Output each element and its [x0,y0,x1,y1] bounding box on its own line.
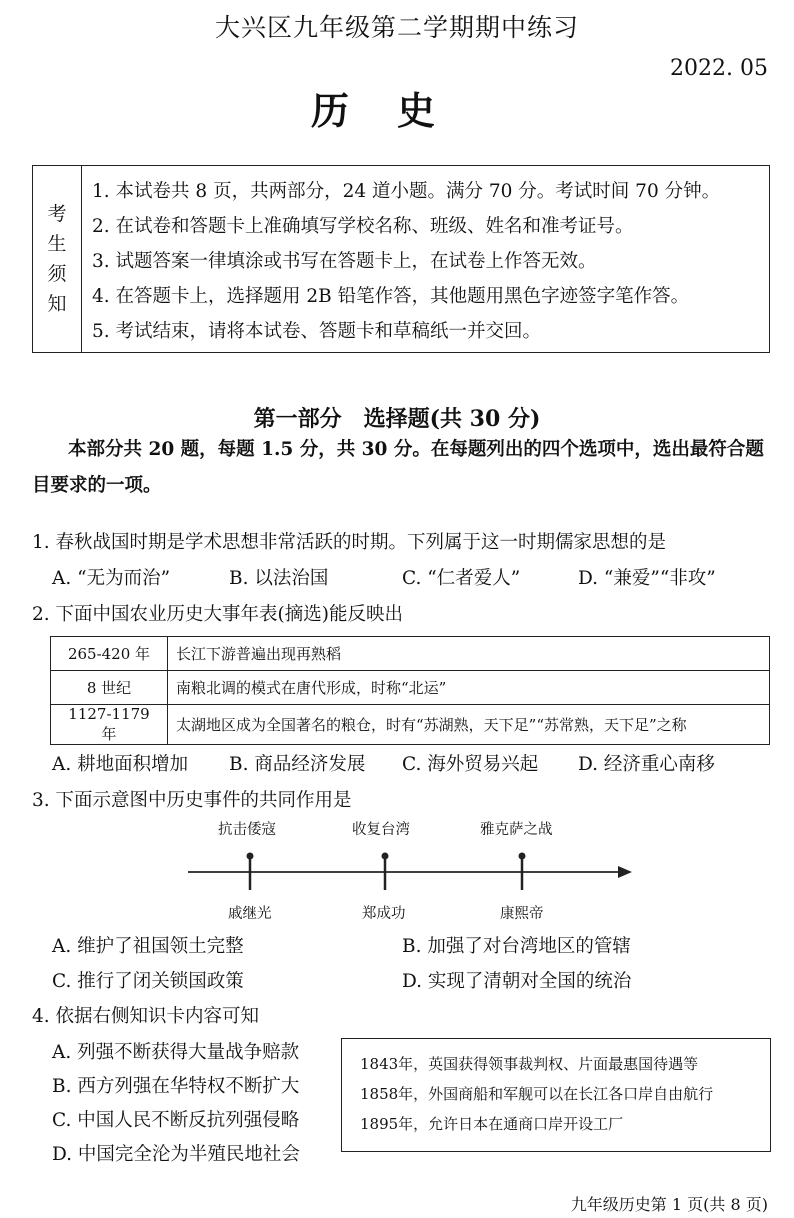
notice-label-char: 须 [47,263,67,285]
timeline-dot [519,853,526,860]
question-4-option-b: B. 西方列强在华特权不断扩大 [52,1076,300,1097]
question-3-option-d: D. 实现了清朝对全国的统治 [402,971,632,992]
timeline-person-label: 康熙帝 [500,906,544,922]
question-4-option-c: C. 中国人民不断反抗列强侵略 [52,1110,300,1131]
knowledge-card [341,1038,771,1152]
table-cell-period: 1127-1179 年 [51,705,168,745]
question-2-stem: 2. 下面中国农业历史大事年表(摘选)能反映出 [32,604,403,625]
notice-label-char: 生 [47,233,67,255]
timeline-event-label: 收复台湾 [352,822,410,838]
agriculture-timeline-table [50,636,770,745]
timeline-event-label: 抗击倭寇 [218,822,276,838]
notice-list [82,166,769,352]
notice-label-char: 考 [47,203,67,225]
timeline-event-label: 雅克萨之战 [480,822,553,838]
knowledge-card-line: 1895年，允许日本在通商口岸开设工厂 [360,1115,624,1133]
question-3-option-c: C. 推行了闭关锁国政策 [52,971,244,992]
table-cell-period: 8 世纪 [51,671,168,705]
subject-title: 历史 [310,88,483,133]
notice-label [33,166,82,352]
section-title: 第一部分 选择题(共 30 分) [253,406,541,432]
notice-item: 4. 在答题卡上，选择题用 2B 铅笔作答，其他题用黑色字迹签字笔作答。 [92,286,690,307]
question-3-option-b: B. 加强了对台湾地区的管辖 [402,936,631,957]
notice-item: 5. 考试结束，请将本试卷、答题卡和草稿纸一并交回。 [92,321,542,342]
question-1-stem: 1. 春秋战国时期是学术思想非常活跃的时期。下列属于这一时期儒家思想的是 [32,532,667,553]
table-cell-event: 太湖地区成为全国著名的粮仓，时有“苏湖熟，天下足”“苏常熟，天下足”之称 [168,705,770,745]
table-cell-event: 长江下游普遍出现再熟稻 [168,637,770,671]
table-cell-event: 南粮北调的模式在唐代形成，时称“北运” [168,671,770,705]
notice-item: 1. 本试卷共 8 页，共两部分，24 道小题。满分 70 分。考试时间 70 分钟。 [92,181,721,202]
question-3-option-a: A. 维护了祖国领土完整 [52,936,244,957]
timeline-arrow-icon [618,866,632,878]
table-cell-period: 265-420 年 [51,637,168,671]
exam-title: 大兴区九年级第二学期期中练习 [214,13,579,42]
question-4-option-a: A. 列强不断获得大量战争赔款 [52,1042,300,1063]
question-3-stem: 3. 下面示意图中历史事件的共同作用是 [32,790,352,811]
candidate-notice-box [32,165,770,353]
knowledge-card-line: 1843年，英国获得领事裁判权、片面最惠国待遇等 [360,1055,699,1073]
question-1-option-d: D. “兼爱”“非攻” [578,568,716,589]
table-row [51,671,770,705]
question-1-option-a: A. “无为而治” [52,568,171,589]
table-row [51,637,770,671]
table-row [51,705,770,745]
exam-date: 2022. 05 [670,56,768,81]
page-footer: 九年级历史第 1 页(共 8 页) [570,1195,768,1214]
question-2-option-d: D. 经济重心南移 [578,754,715,775]
notice-item: 2. 在试卷和答题卡上准确填写学校名称、班级、姓名和准考证号。 [92,216,634,237]
question-1-option-b: B. 以法治国 [229,568,329,589]
section-intro: 本部分共 20 题，每题 1.5 分，共 30 分。在每题列出的四个选项中，选出最符合题目要求的一项。 [32,439,764,496]
knowledge-card-line: 1858年，外国商船和军舰可以在长江各口岸自由航行 [360,1085,714,1103]
timeline-person-label: 郑成功 [362,906,406,922]
timeline-dot [247,853,254,860]
question-4-option-d: D. 中国完全沦为半殖民地社会 [52,1144,300,1165]
question-1-option-c: C. “仁者爱人” [402,568,521,589]
question-2-option-b: B. 商品经济发展 [229,754,366,775]
notice-item: 3. 试题答案一律填涂或书写在答题卡上，在试卷上作答无效。 [92,251,597,272]
timeline-person-label: 戚继光 [228,906,272,922]
question-2-option-c: C. 海外贸易兴起 [402,754,539,775]
question-2-option-a: A. 耕地面积增加 [52,754,189,775]
timeline-dot [382,853,389,860]
notice-label-char: 知 [47,293,67,315]
question-4-stem: 4. 依据右侧知识卡内容可知 [32,1006,260,1027]
